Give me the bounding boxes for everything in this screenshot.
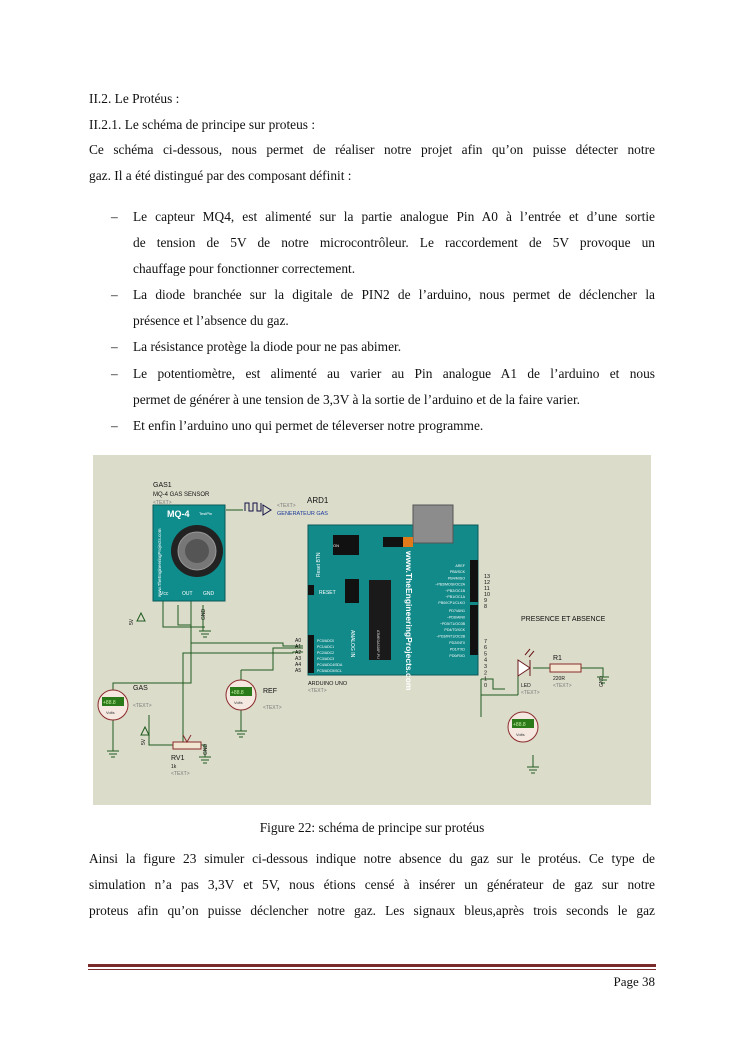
bullet-text: Le capteur MQ4, est alimenté sur la partie analogue Pin A0 à l’entrée et d’une sortie — [133, 209, 655, 224]
mq4-title: MQ-4 — [167, 509, 190, 519]
rv1-label: RV1 — [171, 755, 185, 762]
paragraph-line: simulation n’a pas 3,3V et 5V, nous étions censé à insérer un générateur de gaz sur notre — [89, 877, 655, 892]
footer-rule — [88, 964, 656, 967]
bullet-dash: – — [111, 287, 118, 302]
digital-pin-name: PD2/INT0 — [449, 641, 465, 645]
bullet-text: chauffage pour fonctionner correctement. — [133, 261, 356, 276]
digital-pin-number: 9 — [484, 598, 488, 604]
reset-label: RESET — [319, 590, 336, 596]
paragraph-line: Ainsi la figure 23 simuler ci-dessous indique notre absence du gaz sur le protéus. Ce type de — [89, 851, 655, 866]
testpin-label: TestPin — [199, 511, 213, 516]
analog-pin: A5 — [295, 668, 302, 674]
gas-sensor-label: MQ-4 GAS SENSOR — [153, 492, 210, 498]
digital-pin-name: PB5/SCK — [449, 570, 465, 575]
gas-label: GAS1 — [153, 482, 172, 489]
analog-pin: A1 — [295, 644, 302, 650]
text-placeholder: <TEXT> — [171, 771, 190, 777]
sensor-side-text: www.TheEngineeringProjects.com — [157, 528, 162, 597]
digital-pin-name: PD4/T0/XCK — [444, 628, 465, 633]
page-number: Page 38 — [613, 974, 655, 989]
digital-pin-number: 3 — [484, 664, 488, 670]
r1-label: R1 — [553, 655, 562, 662]
gnd-label: GND — [599, 675, 605, 687]
digital-pin-number: 11 — [484, 586, 490, 592]
bullet-text: Le potentiomètre, est alimenté au varier au Pin analogue A1 de l’arduino et nous — [133, 366, 655, 381]
vcc-label: 5V — [141, 738, 147, 745]
on-label: ON — [333, 543, 339, 548]
analog-pin-name: PC4/ADC4/SDA — [317, 663, 343, 667]
analog-pin-name: PC2/ADC2 — [317, 651, 335, 655]
digital-pin-number: 13 — [484, 574, 491, 580]
digital-pin-name: PD1/TXD — [449, 647, 465, 652]
gnd-label: GND — [203, 743, 209, 755]
intro-line: Ce schéma ci-dessous, nous permet de réaliser notre projet afin qu’on puisse détecter notre — [89, 142, 655, 157]
bullet-dash: – — [111, 209, 118, 224]
ard-label: ARD1 — [307, 496, 329, 505]
digital-pin-name: ~PB2/OC1B — [445, 588, 465, 593]
sensor-pin: GND — [203, 591, 215, 597]
schematic-figure — [93, 455, 651, 805]
potentiometer-rv1[interactable] — [173, 735, 201, 749]
text-placeholder: <TEXT> — [553, 683, 572, 689]
analog-pin: A4 — [295, 662, 302, 668]
bullet-text: Et enfin l’arduino uno qui permet de téleverser notre programme. — [133, 418, 484, 433]
analog-pin-name: PC1/ADC1 — [317, 645, 335, 649]
digital-pin-name: ~PD3/INT1/OC2B — [436, 634, 465, 639]
chip-label: ATMEGA328P-PU — [376, 630, 380, 659]
analog-pin: A0 — [295, 638, 302, 644]
analog-in-label: ANALOG IN — [349, 630, 355, 658]
digital-pin-number: 6 — [484, 645, 488, 652]
text-placeholder: <TEXT> — [521, 690, 540, 696]
section-heading: II.2. Le Protéus : — [89, 91, 180, 106]
footer-rule — [88, 969, 656, 970]
bullet-dash: – — [111, 366, 118, 381]
analog-pin-name: PC3/ADC3 — [317, 657, 335, 661]
digital-pin-name: ~PD6/AIN0 — [446, 615, 465, 620]
led-label: LED — [521, 683, 531, 689]
ref-meter-label: REF — [263, 688, 277, 695]
analog-pin: A3 — [295, 656, 302, 662]
bullet-text: La diode branchée sur la digitale de PIN2 de l’arduino, nous permet de déclencher la — [133, 287, 655, 302]
bullet-text: permet de générer à une tension de 3,3V à la sortie de l’arduino et de la faire varier. — [133, 392, 581, 407]
digital-pin-name: PB4/MISO — [448, 576, 465, 581]
digital-pin-number: 8 — [484, 604, 488, 610]
text-placeholder: <TEXT> — [133, 703, 152, 709]
digital-pin-name: ~PB1/OC1A — [445, 595, 465, 599]
bullet-text: de tension de 5V de notre microcontrôleur. Le raccordement de 5V provoque un — [133, 235, 655, 250]
digital-pin-number: 12 — [484, 580, 491, 586]
sensor-pin: OUT — [182, 591, 193, 597]
analog-pin: A2 — [295, 650, 302, 656]
sensor-pin: Vcc — [160, 591, 169, 597]
rv1-value: 1k — [171, 764, 177, 770]
analog-pin-name: PC5/ADC5/SCL — [317, 669, 342, 673]
digital-pin-name: ~PB3/MOSI/OC2A — [435, 582, 465, 587]
bullet-text: présence et l’absence du gaz. — [133, 313, 289, 328]
generator-label: GENERATEUR GAS — [277, 511, 328, 517]
gas-meter-label: GAS — [133, 685, 148, 692]
meter-reading: +88.8 — [513, 722, 526, 728]
led[interactable] — [518, 649, 534, 676]
volts-label: Volts — [234, 700, 243, 705]
meter-reading: +88.8 — [231, 690, 244, 696]
meter-reading: +88.8 — [103, 700, 116, 706]
arduino-uno-label: ARDUINO UNO — [308, 681, 348, 687]
mq4-sensor[interactable] — [153, 505, 225, 601]
digital-pin-name: PB0/ICP1/CLKO — [438, 601, 465, 606]
bullet-dash: – — [111, 339, 118, 354]
schematic-svg — [93, 455, 651, 805]
resistor-r1[interactable] — [550, 664, 581, 672]
subsection-heading: II.2.1. Le schéma de principe sur proteus : — [89, 117, 316, 132]
gas-generator-icon[interactable] — [245, 503, 271, 515]
gnd-label: GND — [201, 608, 207, 620]
paragraph-line: proteus afin qu’on puisse déclencher notre gaz. Les signaux bleus,après trois seconds le gaz — [89, 903, 655, 918]
presence-label: PRESENCE ET ABSENCE — [521, 616, 606, 623]
reset-btn-label: Reset BTN — [316, 552, 322, 577]
digital-pin-name: PD7/AIN1 — [449, 609, 465, 613]
text-placeholder: <TEXT> — [277, 503, 296, 509]
r1-value: 220R — [553, 676, 565, 682]
digital-pin-number: 7 — [484, 638, 488, 645]
bullet-dash: – — [111, 418, 118, 433]
text-placeholder: <TEXT> — [308, 688, 327, 694]
vcc-label: 5V — [129, 618, 135, 625]
digital-pin-name: ~PD5/T1/OC0B — [439, 621, 465, 626]
bullet-text: La résistance protège la diode pour ne pas abimer. — [133, 339, 402, 354]
digital-pin-number: 1 — [484, 676, 488, 683]
analog-pin-name: PC0/ADC0 — [317, 639, 335, 643]
digital-pin-name: PD0/RXD — [449, 653, 465, 658]
volts-label: Volts — [106, 710, 115, 715]
text-placeholder: <TEXT> — [263, 705, 282, 711]
digital-pin-number: 0 — [484, 682, 488, 689]
volts-label: Volts — [516, 732, 525, 737]
digital-pin-number: 4 — [484, 657, 488, 664]
digital-pin-number: 5 — [484, 651, 488, 658]
digital-pin-number: 2 — [484, 670, 488, 677]
digital-pin-number: 10 — [484, 592, 491, 598]
arduino-side-text: www.TheEngineeringProjects.com — [404, 551, 414, 691]
digital-pin-name: AREF — [455, 564, 465, 568]
figure-caption: Figure 22: schéma de principe sur protéus — [259, 820, 485, 835]
intro-line: gaz. Il a été distingué par des composant définit : — [89, 168, 352, 183]
text-placeholder: <TEXT> — [153, 500, 172, 506]
